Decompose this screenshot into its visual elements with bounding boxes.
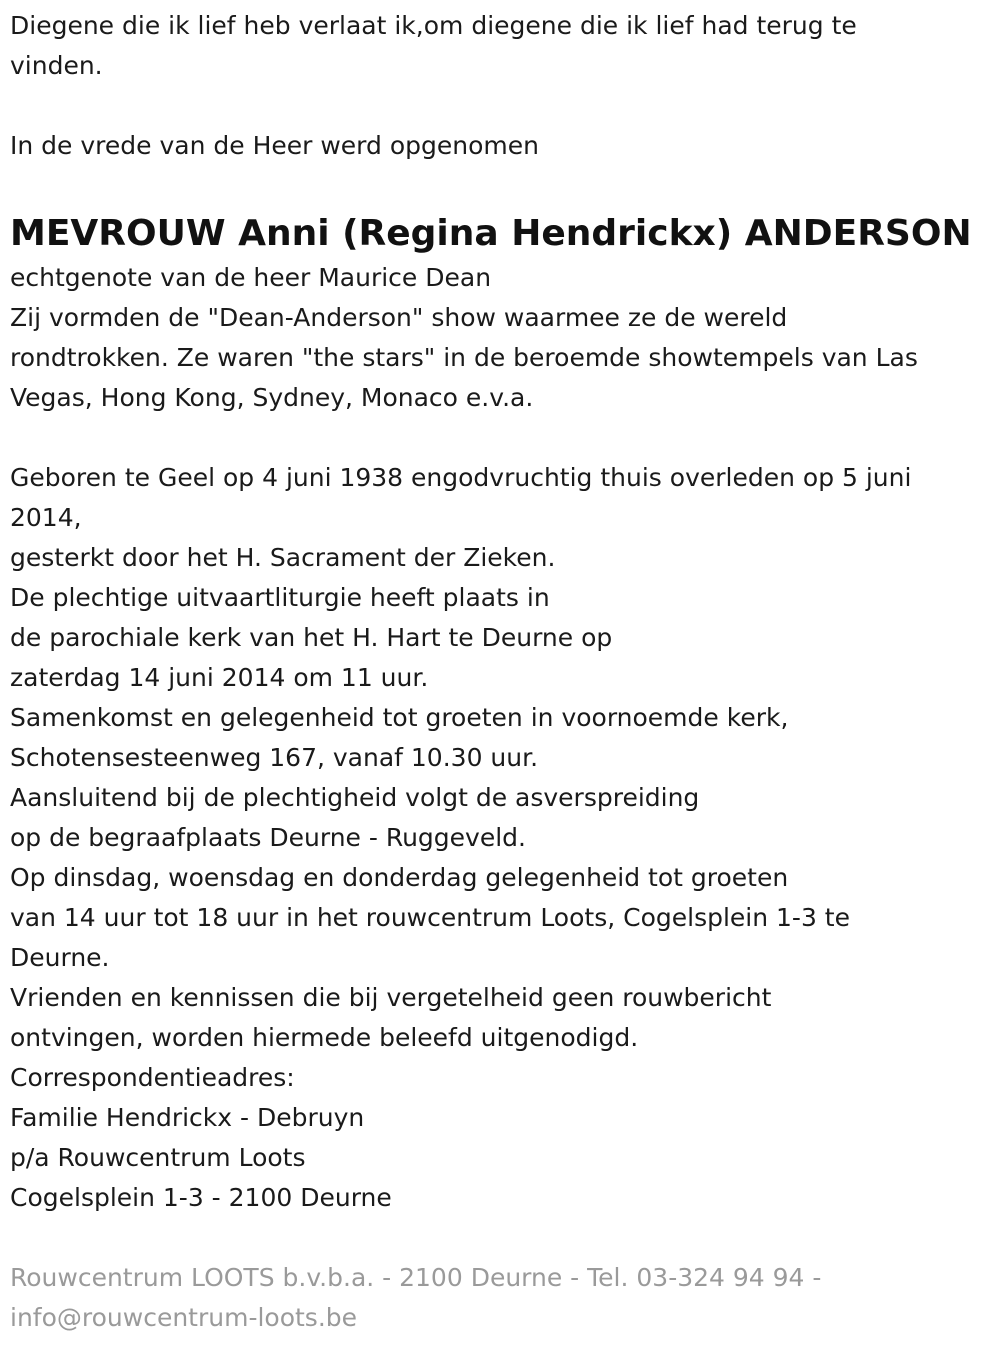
spouse-line: echtgenote van de heer Maurice Dean [10, 263, 492, 292]
opening-line: In de vrede van de Heer werd opgenomen [10, 131, 539, 160]
spacer [10, 1218, 980, 1258]
liturgy-line-1: De plechtige uitvaartliturgie heeft plaats in [10, 583, 550, 612]
birth-death-line: Geboren te Geel op 4 juni 1938 engodvruchtig thuis overleden op 5 juni [10, 463, 912, 492]
correspondence-family: Familie Hendrickx - Debruyn [10, 1103, 365, 1132]
spacer [10, 166, 980, 206]
invitation-line-2: ontvingen, worden hiermede beleefd uitgenodigd. [10, 1023, 639, 1052]
intro-quote-line-1: Diegene die ik lief heb verlaat ik,om diegene die ik lief had terug te [10, 11, 857, 40]
funeral-date-line: zaterdag 14 juni 2014 om 11 uur. [10, 663, 429, 692]
intro-quote-line-2: vinden. [10, 51, 103, 80]
bio-line-2: rondtrokken. Ze waren "the stars" in de beroemde showtempels van Las [10, 343, 918, 372]
bio-line-1: Zij vormden de "Dean-Anderson" show waarmee ze de wereld [10, 303, 788, 332]
liturgy-line-2: de parochiale kerk van het H. Hart te Deurne op [10, 623, 613, 652]
ash-scattering-line-2: op de begraafplaats Deurne - Ruggeveld. [10, 823, 526, 852]
footer-email-link[interactable]: info@rouwcentrum-loots.be [10, 1303, 358, 1332]
deceased-name: MEVROUW Anni (Regina Hendrickx) ANDERSON [10, 213, 972, 254]
correspondence-address: Cogelsplein 1-3 - 2100 Deurne [10, 1183, 392, 1212]
sacrament-line: gesterkt door het H. Sacrament der Zieken. [10, 543, 556, 572]
invitation-line-1: Vrienden en kennissen die bij vergetelheid geen rouwbericht [10, 983, 772, 1012]
visitation-line-3: Deurne. [10, 943, 110, 972]
correspondence-care-of: p/a Rouwcentrum Loots [10, 1143, 306, 1172]
ash-scattering-line-1: Aansluitend bij de plechtigheid volgt de asverspreiding [10, 783, 700, 812]
death-year-line: 2014, [10, 503, 82, 532]
spacer [10, 418, 980, 458]
death-notice [10, 6, 980, 1338]
visitation-line-2: van 14 uur tot 18 uur in het rouwcentrum Loots, Cogelsplein 1-3 te [10, 903, 850, 932]
gathering-line-1: Samenkomst en gelegenheid tot groeten in voornoemde kerk, [10, 703, 789, 732]
correspondence-label: Correspondentieadres: [10, 1063, 295, 1092]
visitation-line-1: Op dinsdag, woensdag en donderdag gelegenheid tot groeten [10, 863, 789, 892]
gathering-line-2: Schotensesteenweg 167, vanaf 10.30 uur. [10, 743, 539, 772]
bio-line-3: Vegas, Hong Kong, Sydney, Monaco e.v.a. [10, 383, 534, 412]
footer-company-line: Rouwcentrum LOOTS b.v.b.a. - 2100 Deurne - Tel. 03-324 94 94 - [10, 1263, 822, 1292]
spacer [10, 86, 980, 126]
